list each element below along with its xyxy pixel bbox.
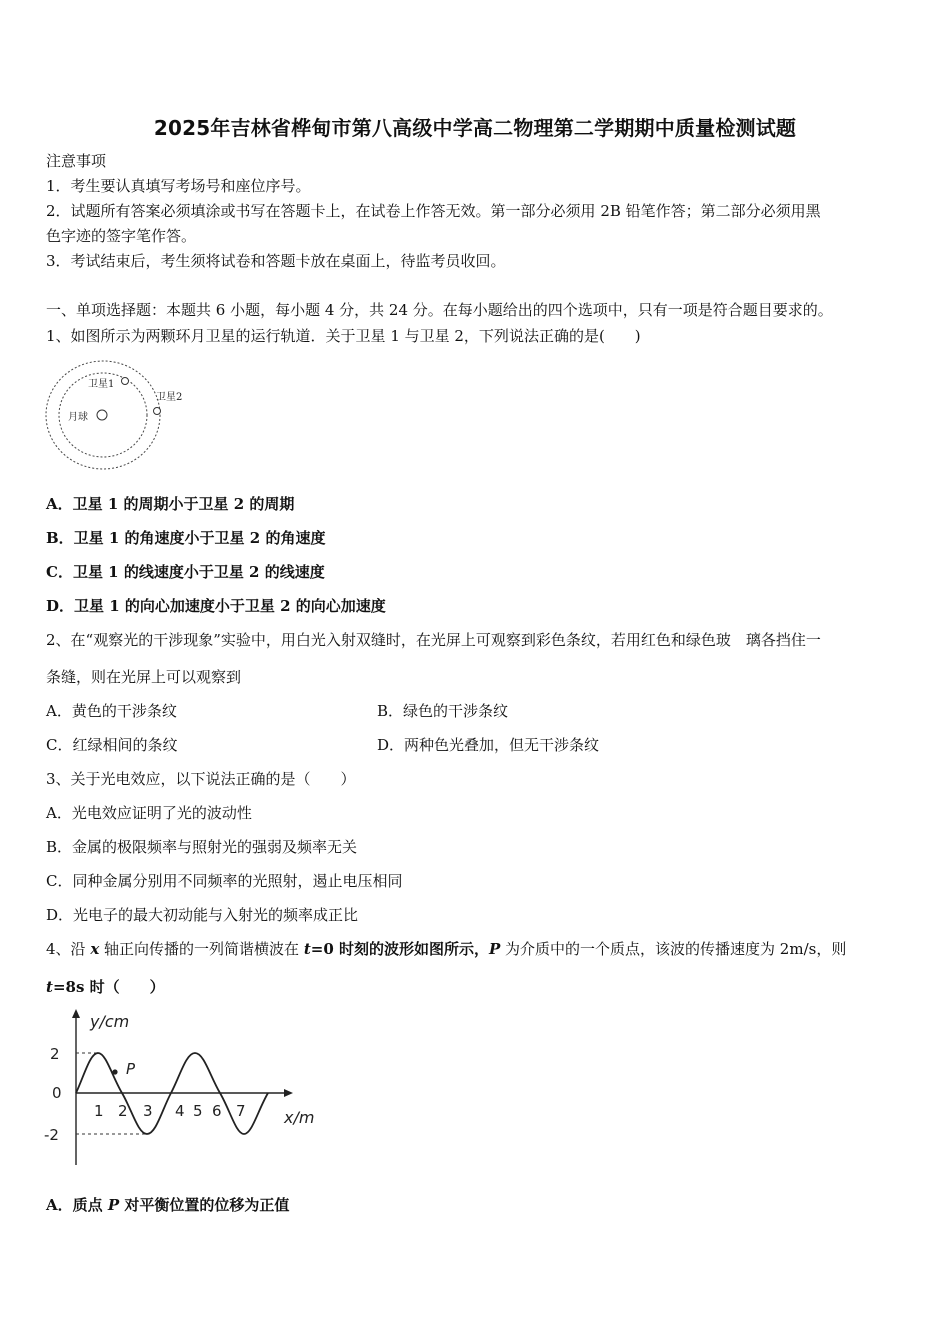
question-3-stem: 3、关于光电效应，以下说法正确的是（ ） — [46, 770, 356, 788]
question-2-stem-cont: 条缝，则在光屏上可以观察到 — [46, 668, 242, 686]
notice-heading: 注意事项 — [46, 152, 107, 170]
satellite-1-label: 卫星1 — [88, 379, 115, 390]
x-tick-label: 4 — [175, 1102, 185, 1120]
x-tick-label: 6 — [212, 1102, 222, 1120]
question-4-option-a[interactable]: A．质点 P 对平衡位置的位移为正值 — [46, 1196, 290, 1214]
moon-label: 月球 — [68, 412, 88, 423]
notice-item: 2．试题所有答案必须填涂或书写在答题卡上，在试卷上作答无效。第一部分必须用 2B 铅笔作答；第二部分必须用黑 — [46, 202, 821, 220]
question-1-option-a[interactable]: A．卫星 1 的周期小于卫星 2 的周期 — [46, 495, 295, 513]
point-p — [112, 1069, 117, 1074]
question-2-stem: 2、在“观察光的干涉现象”实验中，用白光入射双缝时，在光屏上可观察到彩色条纹，若用红色和绿色玻 璃各挡住一 — [46, 631, 821, 649]
satellite-2-label: 卫星2 — [156, 392, 183, 403]
moon-icon — [97, 410, 107, 420]
y-axis-arrow — [72, 1009, 80, 1018]
question-2-option-b[interactable]: B．绿色的干涉条纹 — [377, 702, 509, 720]
notice-item: 1．考生要认真填写考场号和座位序号。 — [46, 177, 311, 195]
orbit-figure — [40, 355, 200, 475]
x-axis-label: x/m — [284, 1108, 315, 1127]
wave-graph — [40, 1005, 330, 1170]
x-tick-label: 7 — [236, 1102, 246, 1120]
x-tick-label: 5 — [193, 1102, 203, 1120]
y-tick-label: -2 — [44, 1126, 59, 1144]
question-2-option-a[interactable]: A．黄色的干涉条纹 — [46, 702, 177, 720]
point-p-label: P — [126, 1060, 136, 1078]
question-4-stem-cont: t=8s 时（ ） — [46, 978, 165, 996]
question-1-stem: 1、如图所示为两颗环月卫星的运行轨道．关于卫星 1 与卫星 2，下列说法正确的是( ) — [46, 327, 641, 345]
x-axis-arrow — [284, 1089, 293, 1097]
y-axis-label: y/cm — [90, 1012, 130, 1031]
notice-item: 色字迹的签字笔作答。 — [46, 227, 197, 245]
question-2-option-c[interactable]: C．红绿相间的条纹 — [46, 736, 178, 754]
question-3-option-a[interactable]: A．光电效应证明了光的波动性 — [46, 804, 252, 822]
y-tick-label: 0 — [52, 1084, 62, 1102]
question-1-option-d[interactable]: D．卫星 1 的向心加速度小于卫星 2 的向心加速度 — [46, 597, 386, 615]
x-tick-label: 1 — [94, 1102, 104, 1120]
question-1-option-c[interactable]: C．卫星 1 的线速度小于卫星 2 的线速度 — [46, 563, 325, 581]
question-3-option-c[interactable]: C．同种金属分别用不同频率的光照射，遏止电压相同 — [46, 872, 403, 890]
question-1-option-b[interactable]: B．卫星 1 的角速度小于卫星 2 的角速度 — [46, 529, 326, 547]
satellite-1-icon — [122, 378, 129, 385]
satellite-2-icon — [154, 408, 161, 415]
x-tick-label: 2 — [118, 1102, 128, 1120]
page-title: 2025年吉林省桦甸市第八高级中学高二物理第二学期期中质量检测试题 — [153, 116, 797, 140]
x-tick-label: 3 — [143, 1102, 153, 1120]
section-heading: 一、单项选择题：本题共 6 小题，每小题 4 分，共 24 分。在每小题给出的四个选项中，只有一项是符合题目要求的。 — [46, 301, 833, 319]
notice-item: 3．考试结束后，考生须将试卷和答题卡放在桌面上，待监考员收回。 — [46, 252, 506, 270]
question-4-stem: 4、沿 x 轴正向传播的一列简谐横波在 t=0 时刻的波形如图所示，P 为介质中的一个质点，该波的传播速度为 2m/s，则 — [46, 940, 847, 958]
question-3-option-d[interactable]: D．光电子的最大初动能与入射光的频率成正比 — [46, 906, 359, 924]
question-2-option-d[interactable]: D．两种色光叠加，但无干涉条纹 — [377, 736, 600, 754]
question-3-option-b[interactable]: B．金属的极限频率与照射光的强弱及频率无关 — [46, 838, 358, 856]
y-tick-label: 2 — [50, 1045, 60, 1063]
